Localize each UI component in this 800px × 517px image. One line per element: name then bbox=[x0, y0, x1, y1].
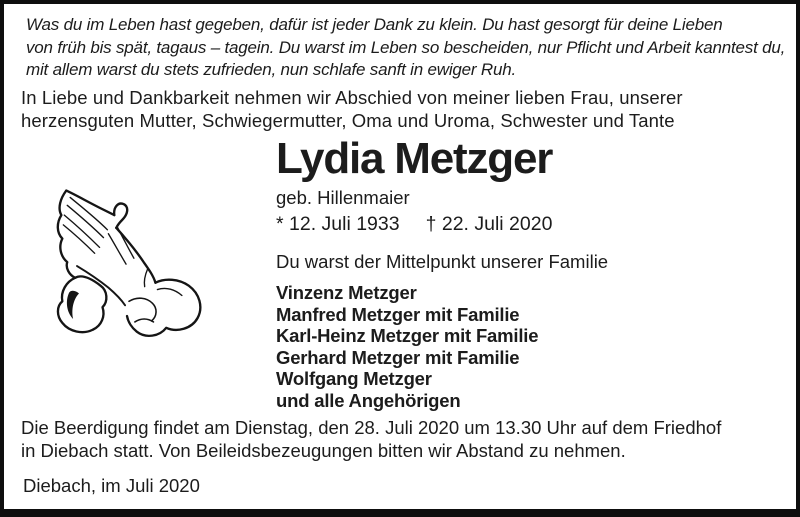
epigraph-verse bbox=[26, 14, 785, 82]
epigraph-line: von früh bis spät, tagaus – tagein. Du warst im Leben so bescheiden, nur Pflicht und Arbeit kanntest du, bbox=[26, 37, 786, 57]
birth-date: * 12. Juli 1933 bbox=[276, 213, 400, 235]
maiden-name: geb. Hillenmaier bbox=[276, 187, 410, 208]
tribute-line: Du warst der Mittelpunkt unserer Familie bbox=[276, 251, 609, 272]
praying-hands-icon bbox=[30, 168, 226, 370]
funeral-line: Die Beerdigung findet am Dienstag, den 28. Juli 2020 um 13.30 Uhr auf dem Friedhof bbox=[21, 417, 722, 438]
intro-paragraph bbox=[21, 86, 683, 132]
mourner: Manfred Metzger mit Familie bbox=[276, 303, 520, 325]
mourner: Wolfgang Metzger bbox=[276, 368, 432, 389]
death-date: † 22. Juli 2020 bbox=[425, 213, 553, 235]
mourners-list bbox=[276, 282, 608, 411]
epigraph-line: Was du im Leben hast gegeben, dafür ist jeder Dank zu klein. Du hast gesorgt für deine Lieben bbox=[26, 15, 723, 34]
main-column bbox=[276, 136, 608, 411]
funeral-info bbox=[21, 416, 721, 462]
mourner: Vinzenz Metzger bbox=[276, 282, 417, 303]
deceased-name: Lydia Metzger bbox=[276, 134, 553, 183]
place-and-date: Diebach, im Juli 2020 bbox=[23, 475, 200, 496]
life-dates bbox=[276, 212, 608, 236]
intro-line: herzensguten Mutter, Schwiegermutter, Oma und Uroma, Schwester und Tante bbox=[21, 110, 675, 131]
mourner: Gerhard Metzger mit Familie bbox=[276, 346, 520, 368]
mourner: und alle Angehörigen bbox=[276, 389, 461, 411]
funeral-line: in Diebach statt. Von Beileidsbezeugungen bitten wir Abstand zu nehmen. bbox=[21, 440, 626, 461]
mourner: Karl-Heinz Metzger mit Familie bbox=[276, 325, 539, 346]
intro-line: In Liebe und Dankbarkeit nehmen wir Abschied von meiner lieben Frau, unserer bbox=[21, 87, 683, 108]
epigraph-line: mit allem warst du stets zufrieden, nun schlafe sanft in ewiger Ruh. bbox=[26, 60, 517, 79]
